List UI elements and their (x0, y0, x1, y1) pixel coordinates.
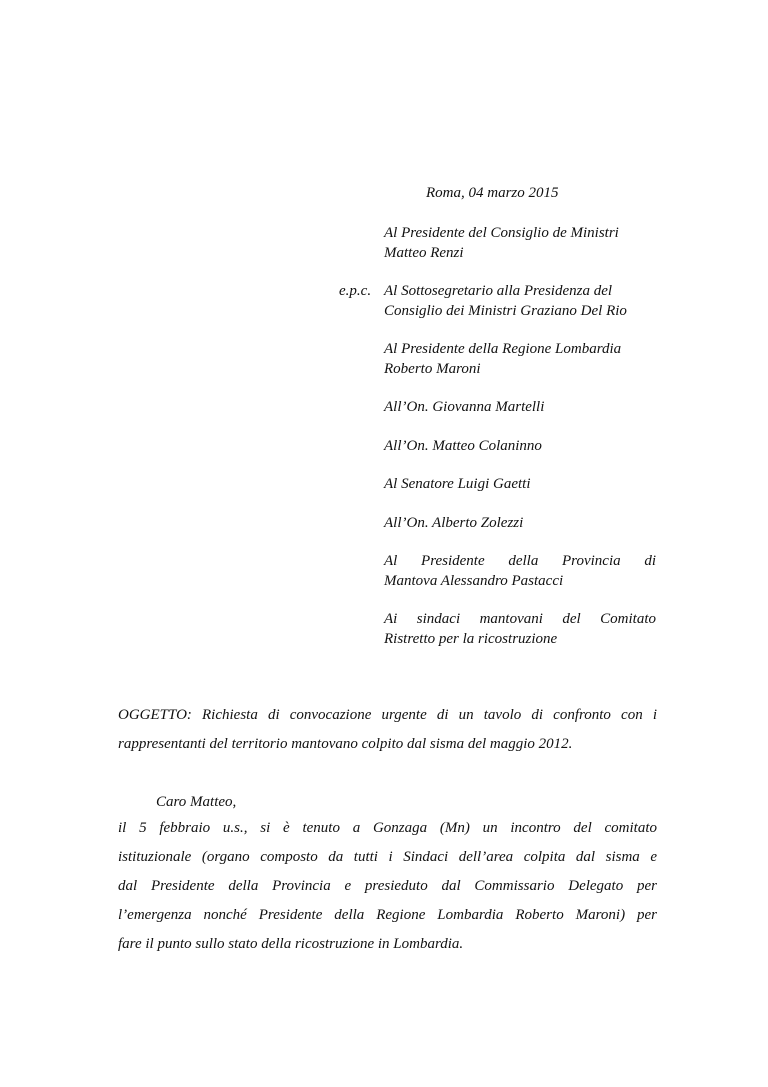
epc-label: e.p.c. (339, 283, 372, 299)
body-line: il 5 febbraio u.s., si è tenuto a Gonzaga (Mn) un incontro del comitato (118, 820, 657, 836)
recipient-line: Al Presidente della Regione Lombardia (384, 341, 622, 357)
recipient-line: Mantova Alessandro Pastacci (384, 573, 564, 589)
recipient-line: All’On. Matteo Colaninno (384, 438, 542, 454)
recipient-undersecretary (384, 281, 656, 321)
recipient-line: Al Presidente del Consiglio de Ministri (384, 225, 619, 241)
recipient-line: Ai sindaci mantovani del Comitato (384, 611, 656, 627)
recipient-president-council (384, 223, 656, 263)
body-paragraph (118, 814, 657, 959)
recipient-line: Matteo Renzi (384, 245, 464, 261)
subject-line: OGGETTO: Richiesta di convocazione urgente di un tavolo di confronto con i (118, 707, 657, 723)
recipient-line: Al Presidente della Provincia di (384, 553, 656, 569)
recipient-line: Consiglio dei Ministri Graziano Del Rio (384, 303, 627, 319)
recipient-mayors (384, 609, 656, 649)
recipient-line: Al Sottosegretario alla Presidenza del (384, 283, 613, 299)
salutation: Caro Matteo, (156, 794, 237, 810)
recipient-line: Roberto Maroni (384, 361, 481, 377)
recipient-martelli (384, 397, 656, 417)
letter-date: Roma, 04 marzo 2015 (426, 185, 559, 201)
body-line: fare il punto sullo stato della ricostruzione in Lombardia. (118, 936, 464, 952)
body-line: dal Presidente della Provincia e presieduto dal Commissario Delegato per (118, 878, 657, 894)
recipient-province-president (384, 551, 656, 591)
recipient-line: Al Senatore Luigi Gaetti (384, 476, 531, 492)
recipient-region-president (384, 339, 656, 379)
subject-line: rappresentanti del territorio mantovano colpito dal sisma del maggio 2012. (118, 736, 573, 752)
recipient-colaninno (384, 436, 656, 456)
subject-paragraph (118, 701, 657, 759)
recipient-zolezzi (384, 513, 656, 533)
body-line: istituzionale (organo composto da tutti i Sindaci dell’area colpita dal sisma e (118, 849, 657, 865)
recipient-line: Ristretto per la ricostruzione (384, 631, 558, 647)
body-line: l’emergenza nonché Presidente della Regione Lombardia Roberto Maroni) per (118, 907, 657, 923)
recipient-line: All’On. Giovanna Martelli (384, 399, 545, 415)
recipient-line: All’On. Alberto Zolezzi (384, 515, 524, 531)
recipient-gaetti (384, 474, 656, 494)
